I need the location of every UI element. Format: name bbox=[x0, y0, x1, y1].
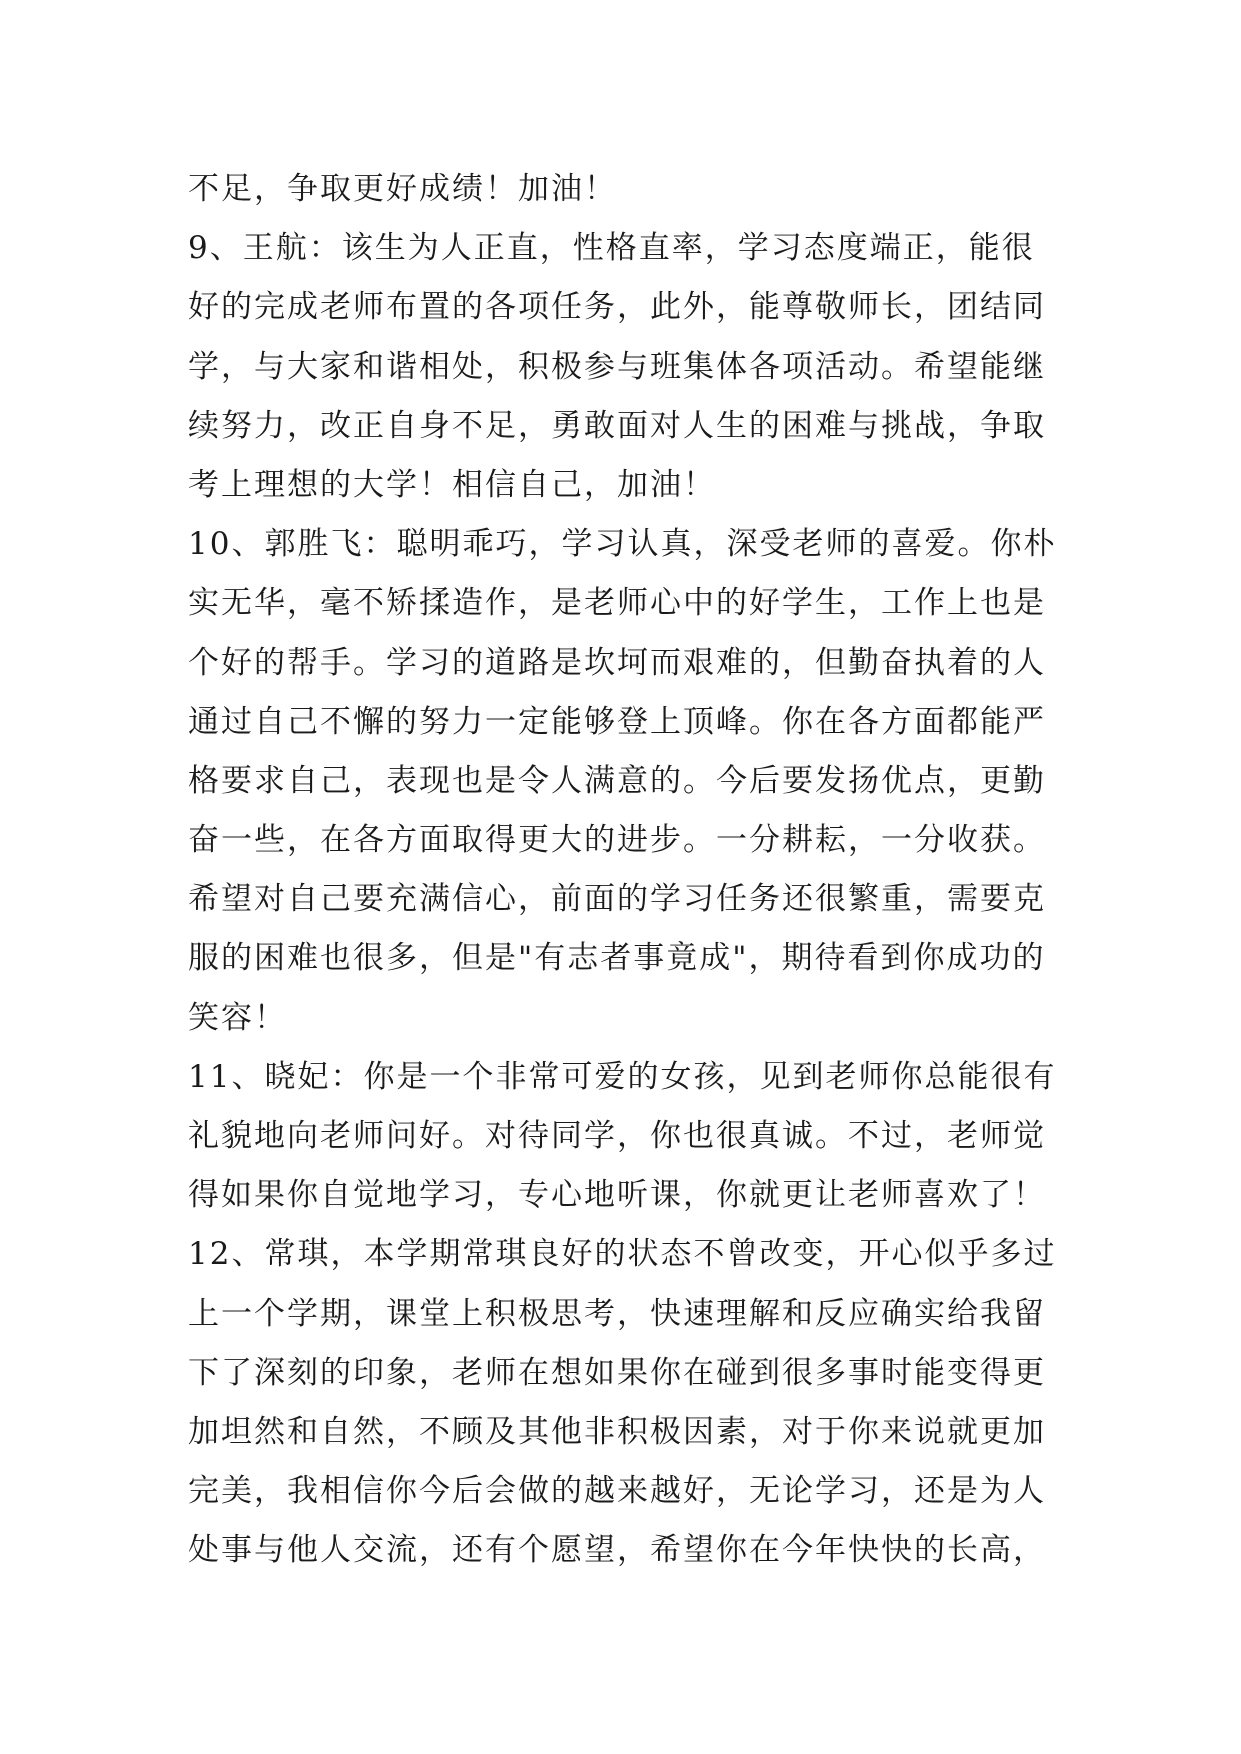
text-line: 礼貌地向老师问好。对待同学，你也很真诚。不过，老师觉 bbox=[188, 1118, 1046, 1154]
text-line: 实无华，毫不矫揉造作，是老师心中的好学生，工作上也是 bbox=[188, 585, 1046, 622]
text-line: 希望对自己要充满信心，前面的学习任务还很繁重，需要克 bbox=[188, 881, 1046, 918]
text-line: 通过自己不懈的努力一定能够登上顶峰。你在各方面都能严 bbox=[188, 703, 1046, 740]
text-line: 好的完成老师布置的各项任务，此外，能尊敬师长，团结同 bbox=[188, 289, 1046, 326]
text-line: 处事与他人交流，还有个愿望，希望你在今年快快的长高， bbox=[188, 1532, 1046, 1569]
text-line: 奋一些，在各方面取得更大的进步。一分耕耘，一分收获。 bbox=[188, 822, 1046, 859]
text-line: 下了深刻的印象，老师在想如果你在碰到很多事时能变得更 bbox=[188, 1354, 1046, 1391]
text-line: 续努力，改正自身不足，勇敢面对人生的困难与挑战，争取 bbox=[188, 407, 1046, 444]
text-line: 加坦然和自然，不顾及其他非积极因素，对于你来说就更加 bbox=[188, 1413, 1046, 1450]
text-line: 考上理想的大学！相信自己，加油！ bbox=[188, 466, 716, 503]
text-line: 格要求自己，表现也是令人满意的。今后要发扬优点，更勤 bbox=[188, 762, 1046, 799]
document-body bbox=[188, 160, 1088, 1581]
text-line: 服的困难也很多，但是"有志者事竟成"，期待看到你成功的 bbox=[188, 940, 1046, 977]
text-line: 完美，我相信你今后会做的越来越好，无论学习，还是为人 bbox=[188, 1473, 1046, 1510]
text-line: 个好的帮手。学习的道路是坎坷而艰难的，但勤奋执着的人 bbox=[188, 644, 1046, 681]
text-line: 12、常琪，本学期常琪良好的状态不曾改变，开心似乎多过 bbox=[188, 1236, 1057, 1273]
text-line: 得如果你自觉地学习，专心地听课，你就更让老师喜欢了！ bbox=[188, 1177, 1046, 1214]
text-line: 不足，争取更好成绩！加油！ bbox=[188, 171, 617, 207]
text-line: 9、王航：该生为人正直，性格直率，学习态度端正，能很 bbox=[188, 230, 1035, 267]
text-line: 笑容！ bbox=[188, 999, 287, 1036]
text-line: 11、晓妃：你是一个非常可爱的女孩，见到老师你总能很有 bbox=[188, 1058, 1057, 1095]
text-line: 上一个学期，课堂上积极思考，快速理解和反应确实给我留 bbox=[188, 1295, 1046, 1332]
text-line: 10、郭胜飞：聪明乖巧，学习认真，深受老师的喜爱。你朴 bbox=[188, 526, 1057, 563]
text-line: 学，与大家和谐相处，积极参与班集体各项活动。希望能继 bbox=[188, 348, 1046, 385]
